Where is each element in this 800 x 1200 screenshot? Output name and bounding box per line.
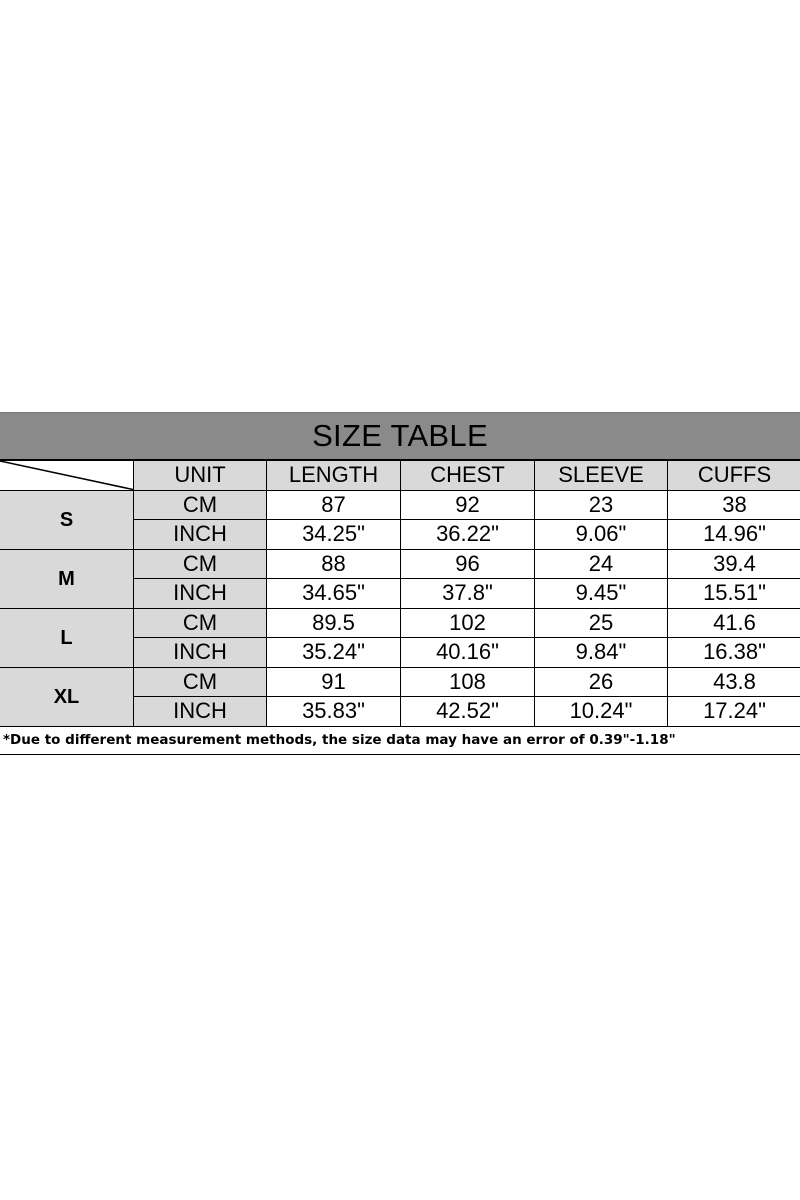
measurement-cell: 34.25"	[267, 520, 401, 550]
measurement-cell: 42.52"	[401, 697, 535, 727]
size-label: S	[0, 490, 134, 549]
measurement-cell: 96	[401, 549, 535, 579]
measurement-cell: 36.22"	[401, 520, 535, 550]
column-header-sleeve: SLEEVE	[535, 461, 668, 491]
unit-label: INCH	[134, 579, 267, 609]
corner-cell	[0, 461, 134, 491]
measurement-cell: 23	[535, 490, 668, 520]
diagonal-divider	[0, 461, 133, 490]
column-header-length: LENGTH	[267, 461, 401, 491]
table-row	[0, 549, 800, 579]
column-header-unit: UNIT	[134, 461, 267, 491]
table-title: SIZE TABLE	[0, 412, 800, 460]
measurement-cell: 26	[535, 667, 668, 697]
measurement-cell: 10.24"	[535, 697, 668, 727]
size-chart	[0, 412, 800, 755]
column-header-cuffs: CUFFS	[668, 461, 800, 491]
table-row	[0, 490, 800, 520]
measurement-cell: 15.51"	[668, 579, 800, 609]
measurement-cell: 38	[668, 490, 800, 520]
size-label: M	[0, 549, 134, 608]
measurement-cell: 108	[401, 667, 535, 697]
measurement-cell: 102	[401, 608, 535, 638]
measurement-cell: 9.06"	[535, 520, 668, 550]
measurement-cell: 25	[535, 608, 668, 638]
unit-label: INCH	[134, 520, 267, 550]
unit-label: INCH	[134, 638, 267, 668]
measurement-cell: 88	[267, 549, 401, 579]
measurement-cell: 92	[401, 490, 535, 520]
column-header-chest: CHEST	[401, 461, 535, 491]
measurement-cell: 35.24"	[267, 638, 401, 668]
measurement-cell: 37.8"	[401, 579, 535, 609]
measurement-cell: 9.45"	[535, 579, 668, 609]
unit-label: CM	[134, 490, 267, 520]
unit-label: CM	[134, 667, 267, 697]
measurement-cell: 17.24"	[668, 697, 800, 727]
measurement-cell: 9.84"	[535, 638, 668, 668]
measurement-cell: 16.38"	[668, 638, 800, 668]
measurement-cell: 14.96"	[668, 520, 800, 550]
measurement-cell: 39.4	[668, 549, 800, 579]
table-row	[0, 608, 800, 638]
unit-label: CM	[134, 549, 267, 579]
unit-label: INCH	[134, 697, 267, 727]
measurement-cell: 35.83"	[267, 697, 401, 727]
size-label: L	[0, 608, 134, 667]
measurement-note: *Due to different measurement methods, the size data may have an error of 0.39"-1.18"	[0, 727, 800, 755]
size-table	[0, 460, 800, 727]
measurement-cell: 34.65"	[267, 579, 401, 609]
unit-label: CM	[134, 608, 267, 638]
measurement-cell: 41.6	[668, 608, 800, 638]
measurement-cell: 43.8	[668, 667, 800, 697]
measurement-cell: 87	[267, 490, 401, 520]
table-row	[0, 667, 800, 697]
measurement-cell: 24	[535, 549, 668, 579]
measurement-cell: 89.5	[267, 608, 401, 638]
size-label: XL	[0, 667, 134, 726]
measurement-cell: 91	[267, 667, 401, 697]
measurement-cell: 40.16"	[401, 638, 535, 668]
header-row	[0, 461, 800, 491]
